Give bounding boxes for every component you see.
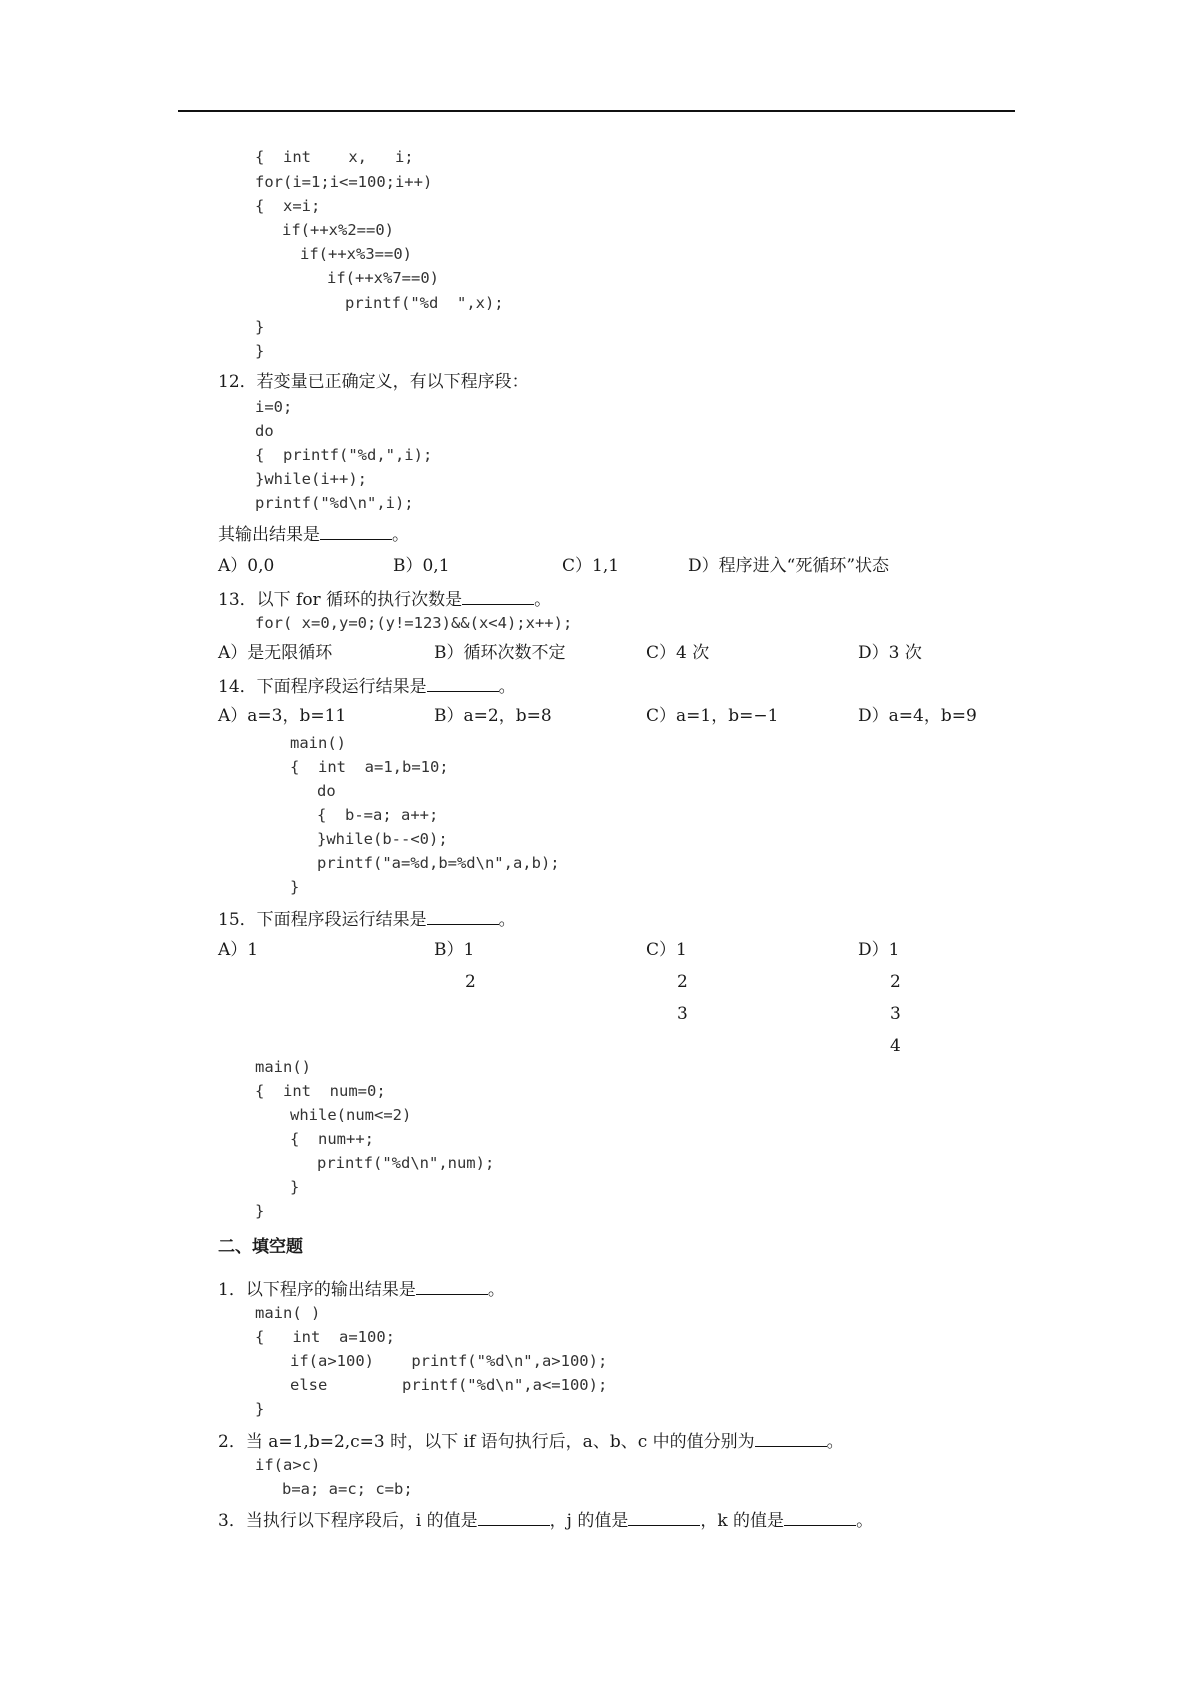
stem-end: 。: [856, 1511, 874, 1531]
option-c: C）1,1: [562, 556, 620, 576]
code-line: }: [290, 1178, 300, 1196]
code-line: else printf("%d\n",a<=100);: [290, 1376, 608, 1394]
question-stem: 12．若变量已正确定义，有以下程序段：: [218, 372, 529, 392]
option-b: B）1: [434, 940, 475, 960]
code-line: for(i=1;i<=100;i++): [255, 173, 433, 191]
stem-text: ，j 的值是: [549, 1511, 629, 1531]
code-line: if(++x%7==0): [327, 269, 439, 287]
answer-blank[interactable]: [320, 525, 392, 540]
fill-question-3: [218, 1511, 873, 1530]
stem-end: 。: [498, 677, 516, 697]
option-d: D）3 次: [858, 643, 922, 663]
answer-blank[interactable]: [755, 1432, 827, 1447]
code-line: { printf("%d,",i);: [255, 446, 433, 464]
code-line: main(): [255, 1058, 311, 1076]
answer-blank-k[interactable]: [784, 1511, 856, 1526]
option-d: D）a=4，b=9: [858, 706, 977, 726]
stem-end: 。: [826, 1432, 844, 1452]
code-line: { int a=1,b=10;: [290, 758, 449, 776]
code-line: }: [255, 1400, 265, 1418]
code-line: { num++;: [290, 1130, 374, 1148]
code-line: printf("%d\n",i);: [255, 494, 414, 512]
stem-end: 。: [498, 910, 516, 930]
code-line: }while(b--<0);: [317, 830, 448, 848]
header-rule: [178, 110, 1015, 112]
code-line: for( x=0,y=0;(y!=123)&&(x<4);x++);: [255, 614, 573, 632]
option-d-line: 2: [890, 972, 901, 992]
prompt-end: 。: [392, 525, 409, 545]
question-stem: [218, 677, 516, 696]
stem-end: 。: [534, 590, 552, 610]
code-line: { int num=0;: [255, 1082, 386, 1100]
option-a: A）1: [218, 940, 259, 960]
code-line: if(a>100) printf("%d\n",a>100);: [290, 1352, 608, 1370]
question-stem: [218, 590, 551, 609]
code-line: b=a; a=c; c=b;: [282, 1480, 413, 1498]
option-d: D）1: [858, 940, 900, 960]
code-line: if(a>c): [255, 1456, 321, 1474]
section-title: 二、填空题: [218, 1237, 303, 1257]
option-b: B）循环次数不定: [434, 643, 566, 663]
stem-text: 14．下面程序段运行结果是: [218, 677, 427, 697]
option-c-line: 2: [677, 972, 688, 992]
option-a: A）a=3，b=11: [218, 706, 347, 726]
answer-blank-i[interactable]: [478, 1511, 550, 1526]
stem-text: 2．当 a=1,b=2,c=3 时，以下 if 语句执行后，a、b、c 中的值分别为: [218, 1432, 755, 1452]
code-line: printf("a=%d,b=%d\n",a,b);: [317, 854, 560, 872]
question-stem: [218, 1280, 505, 1299]
code-line: do: [317, 782, 336, 800]
option-a: A）是无限循环: [218, 643, 333, 663]
stem-end: 。: [487, 1280, 505, 1300]
option-c-line: 3: [677, 1004, 688, 1024]
code-line: if(++x%3==0): [300, 245, 412, 263]
code-line: }: [255, 318, 265, 336]
question-prompt: [218, 525, 409, 544]
option-a: A）0,0: [218, 556, 275, 576]
option-d-line: 4: [890, 1036, 901, 1056]
code-line: main(): [290, 734, 346, 752]
code-line: { int a=100;: [255, 1328, 395, 1346]
answer-blank[interactable]: [427, 677, 499, 692]
option-d-line: 3: [890, 1004, 901, 1024]
answer-blank-j[interactable]: [628, 1511, 700, 1526]
option-c: C）4 次: [646, 643, 710, 663]
code-line: }: [290, 878, 300, 896]
option-b: B）0,1: [393, 556, 450, 576]
option-d: D）程序进入“死循环”状态: [688, 556, 890, 576]
code-line: }while(i++);: [255, 470, 367, 488]
answer-blank[interactable]: [462, 590, 534, 605]
code-line: main( ): [255, 1304, 321, 1322]
code-line: do: [255, 422, 274, 440]
answer-blank[interactable]: [427, 910, 499, 925]
option-b-line: 2: [465, 972, 476, 992]
code-line: while(num<=2): [290, 1106, 412, 1124]
stem-text: 3．当执行以下程序段后，i 的值是: [218, 1511, 478, 1531]
stem-text: ，k 的值是: [700, 1511, 785, 1531]
question-stem: [218, 910, 516, 929]
code-line: { b-=a; a++;: [317, 806, 439, 824]
option-c: C）a=1，b=−1: [646, 706, 779, 726]
option-c: C）1: [646, 940, 687, 960]
code-line: }: [255, 342, 265, 360]
code-line: if(++x%2==0): [282, 221, 394, 239]
code-line: i=0;: [255, 398, 293, 416]
stem-text: 15．下面程序段运行结果是: [218, 910, 427, 930]
code-line: printf("%d ",x);: [345, 294, 504, 312]
answer-blank[interactable]: [416, 1280, 488, 1295]
question-stem: [218, 1432, 844, 1451]
option-b: B）a=2，b=8: [434, 706, 552, 726]
prompt-text: 其输出结果是: [218, 525, 320, 545]
code-line: }: [255, 1202, 265, 1220]
stem-text: 13．以下 for 循环的执行次数是: [218, 590, 463, 610]
code-line: printf("%d\n",num);: [317, 1154, 495, 1172]
code-line: { int x, i;: [255, 148, 414, 166]
code-line: { x=i;: [255, 197, 321, 215]
stem-text: 1．以下程序的输出结果是: [218, 1280, 416, 1300]
